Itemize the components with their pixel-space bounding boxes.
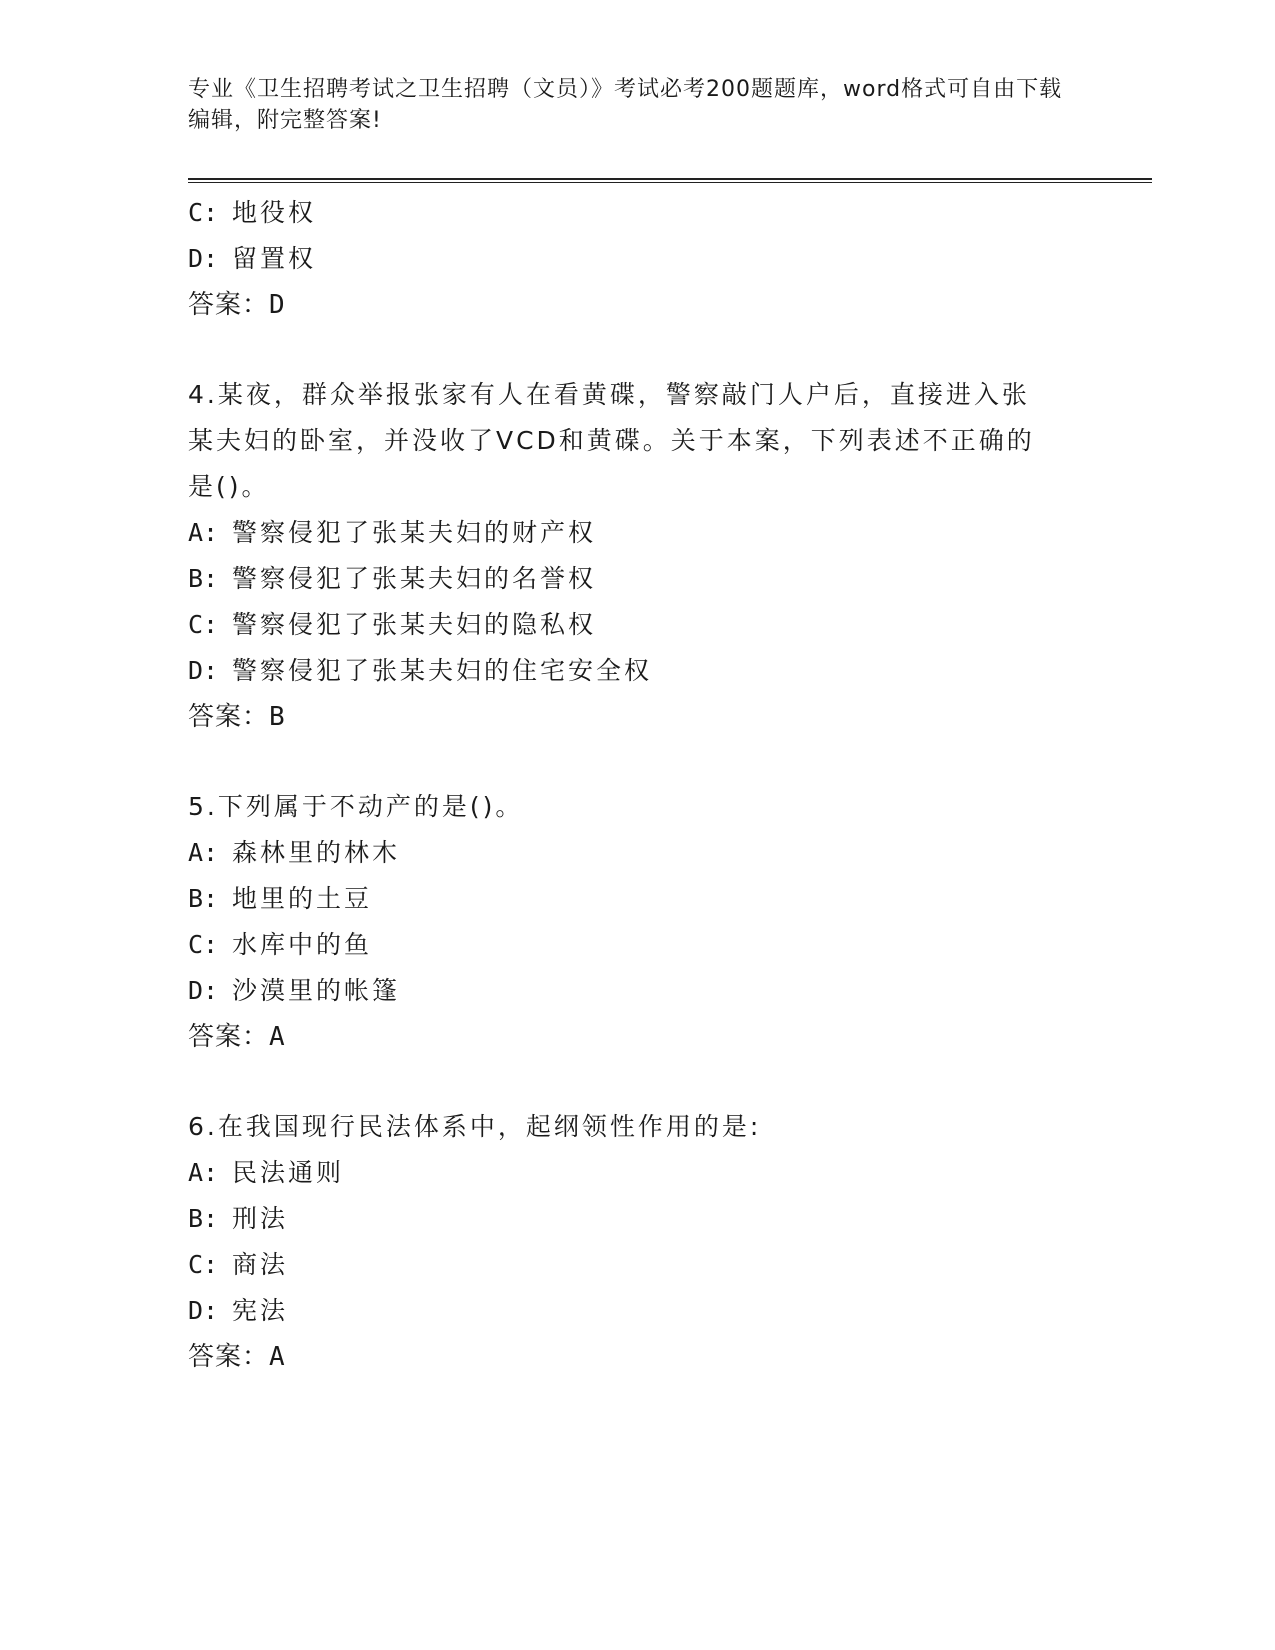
option-letter: B: — [188, 1204, 219, 1233]
option-letter: C: — [188, 1250, 219, 1279]
answer-row — [188, 694, 1078, 740]
option-letter: A: — [188, 838, 219, 867]
answer-label: 答案： — [188, 290, 270, 320]
option-row — [188, 602, 1078, 648]
question-line: 6.在我国现行民法体系中，起纲领性作用的是: — [188, 1112, 762, 1141]
answer-label: 答案： — [188, 1342, 270, 1372]
answer-row — [188, 282, 1078, 328]
option-letter: B: — [188, 564, 219, 593]
option-letter: B: — [188, 884, 219, 913]
option-row — [188, 1150, 1078, 1196]
option-text: 森林里的林木 — [232, 838, 401, 867]
question-line: 某夫妇的卧室，并没收了VCD和黄碟。关于本案，下列表述不正确的 — [188, 426, 1035, 455]
option-text: 地里的土豆 — [232, 884, 373, 913]
option-row — [188, 922, 1078, 968]
option-text: 警察侵犯了张某夫妇的财产权 — [232, 518, 597, 547]
option-text: 宪法 — [232, 1296, 289, 1325]
question-text — [188, 372, 1078, 510]
answer-value: A — [269, 1022, 286, 1052]
option-letter: C: — [188, 198, 219, 227]
option-row — [188, 556, 1078, 602]
option-text: 警察侵犯了张某夫妇的住宅安全权 — [232, 656, 653, 685]
document-header: 专业《卫生招聘考试之卫生招聘（文员）》考试必考200题题库，word格式可自由下载编辑，附完整答案! — [188, 77, 1063, 133]
option-row — [188, 510, 1078, 556]
option-text: 水库中的鱼 — [232, 930, 373, 959]
question-content — [188, 190, 1078, 1380]
option-text: 刑法 — [232, 1204, 289, 1233]
option-row — [188, 190, 1078, 236]
option-text: 民法通则 — [232, 1158, 345, 1187]
option-letter: C: — [188, 610, 219, 639]
question-line: 5.下列属于不动产的是()。 — [188, 792, 524, 821]
answer-row — [188, 1014, 1078, 1060]
option-letter: D: — [188, 976, 219, 1005]
option-row — [188, 236, 1078, 282]
option-text: 留置权 — [232, 244, 317, 273]
option-text: 沙漠里的帐篷 — [232, 976, 401, 1005]
option-row — [188, 830, 1078, 876]
header-rule-thick — [188, 178, 1152, 180]
option-text: 警察侵犯了张某夫妇的名誉权 — [232, 564, 597, 593]
question-line: 4.某夜，群众举报张家有人在看黄碟，警察敲门人户后，直接进入张 — [188, 380, 1030, 409]
option-row — [188, 1242, 1078, 1288]
option-row — [188, 876, 1078, 922]
answer-row — [188, 1334, 1078, 1380]
answer-value: B — [269, 702, 286, 732]
option-letter: A: — [188, 1158, 219, 1187]
option-text: 地役权 — [232, 198, 317, 227]
option-letter: D: — [188, 1296, 219, 1325]
question-line: 是()。 — [188, 472, 270, 501]
option-row — [188, 648, 1078, 694]
answer-label: 答案： — [188, 1022, 270, 1052]
option-text: 警察侵犯了张某夫妇的隐私权 — [232, 610, 597, 639]
option-text: 商法 — [232, 1250, 289, 1279]
answer-value: D — [269, 290, 286, 320]
option-row — [188, 1196, 1078, 1242]
option-letter: D: — [188, 244, 219, 273]
option-letter: D: — [188, 656, 219, 685]
option-letter: A: — [188, 518, 219, 547]
option-row — [188, 1288, 1078, 1334]
option-letter: C: — [188, 930, 219, 959]
answer-label: 答案： — [188, 702, 270, 732]
option-row — [188, 968, 1078, 1014]
answer-value: A — [269, 1342, 286, 1372]
header-rule-thin — [188, 182, 1152, 183]
